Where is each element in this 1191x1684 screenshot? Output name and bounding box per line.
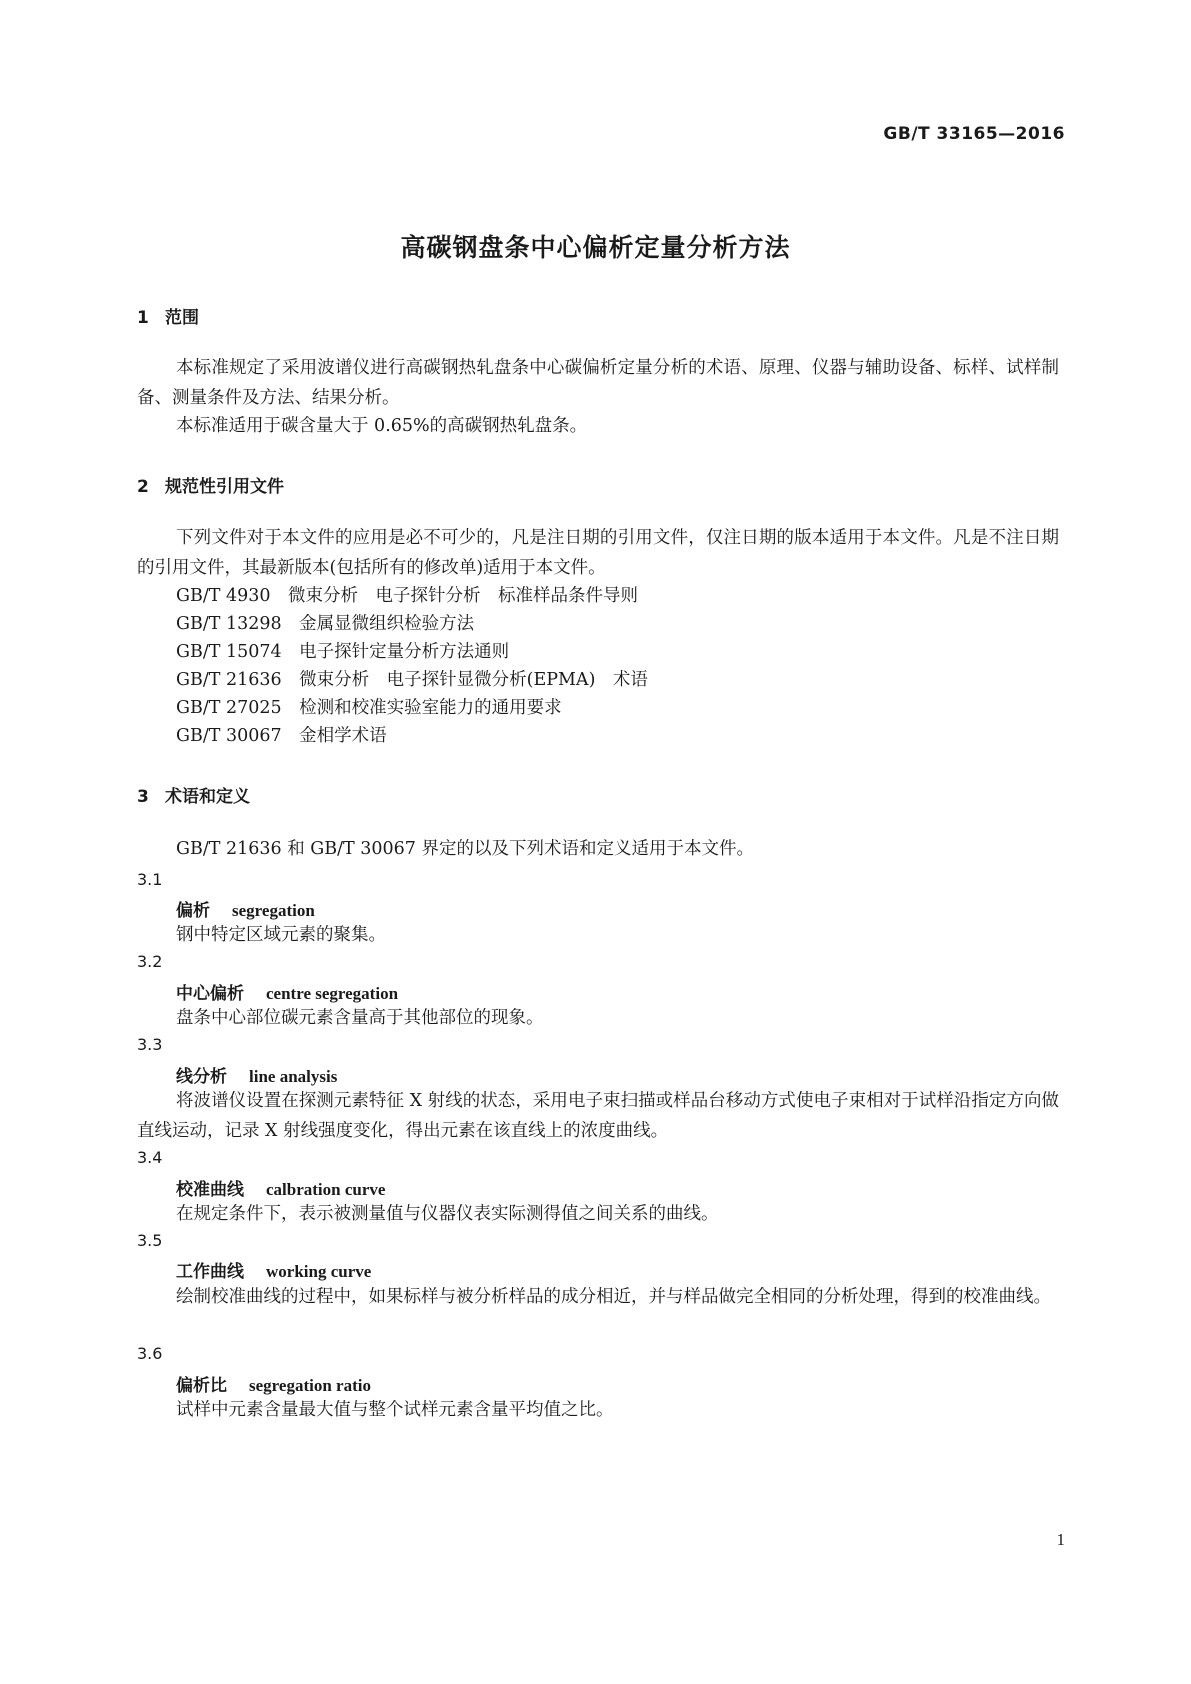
section-1-heading (137, 303, 199, 328)
term-zh: 工作曲线 (176, 1262, 244, 1282)
clause-number: 3.4 (137, 1148, 163, 1167)
term-definition: 绘制校准曲线的过程中，如果标样与被分析样品的成分相近，并与样品做完全相同的分析处理，得到的校准曲线。 (176, 1287, 1051, 1307)
clause-number: 3.3 (137, 1035, 163, 1054)
section-1-paragraph-2: 本标准适用于碳含量大于 0.65%的高碳钢热轧盘条。 (176, 416, 588, 436)
clause-number: 3.5 (137, 1231, 163, 1250)
term-zh: 校准曲线 (176, 1180, 244, 1200)
section-title: 规范性引用文件 (165, 477, 284, 497)
term-heading (176, 1371, 371, 1396)
term-zh: 偏析 (176, 901, 210, 921)
clause-number: 3.6 (137, 1344, 163, 1363)
reference-item: GB/T 15074 电子探针定量分析方法通则 (176, 642, 510, 662)
term-en: segregation (232, 901, 315, 920)
term-zh: 偏析比 (176, 1376, 227, 1396)
section-2-heading (137, 472, 284, 497)
section-number: 3 (137, 787, 149, 807)
term-en: segregation ratio (249, 1376, 371, 1395)
section-number: 2 (137, 477, 149, 497)
section-3-heading (137, 782, 250, 807)
term-definition: 在规定条件下，表示被测量值与仪器仪表实际测得值之间关系的曲线。 (176, 1204, 719, 1224)
term-zh: 线分析 (176, 1067, 227, 1087)
term-heading (176, 1062, 337, 1087)
section-3-intro: GB/T 21636 和 GB/T 30067 界定的以及下列术语和定义适用于本文件。 (176, 839, 754, 859)
reference-item: GB/T 30067 金相学术语 (176, 726, 387, 746)
section-2-intro: 下列文件对于本文件的应用是必不可少的，凡是注日期的引用文件，仅注日期的版本适用于本文件。凡是不注日期的引用文件，其最新版本(包括所有的修改单)适用于本文件。 (137, 528, 1059, 578)
term-heading (176, 896, 315, 921)
section-title: 范围 (165, 308, 199, 328)
standard-number: GB/T 33165—2016 (883, 124, 1065, 144)
term-definition: 将波谱仪设置在探测元素特征 X 射线的状态，采用电子束扫描或样品台移动方式使电子束相对于试样沿指定方向做直线运动，记录 X 射线强度变化，得出元素在该直线上的浓度曲线。 (137, 1091, 1059, 1141)
reference-item: GB/T 4930 微束分析 电子探针分析 标准样品条件导则 (176, 586, 639, 606)
term-en: line analysis (249, 1067, 338, 1086)
term-en: centre segregation (266, 984, 399, 1003)
clause-number: 3.1 (137, 870, 163, 889)
term-heading (176, 979, 398, 1004)
term-definition: 盘条中心部位碳元素含量高于其他部位的现象。 (176, 1008, 544, 1028)
term-zh: 中心偏析 (176, 984, 244, 1004)
term-heading (176, 1175, 385, 1200)
term-heading (176, 1257, 371, 1282)
page-number: 1 (1056, 1530, 1065, 1549)
term-definition: 试样中元素含量最大值与整个试样元素含量平均值之比。 (176, 1400, 614, 1420)
term-en: working curve (266, 1262, 372, 1281)
section-title: 术语和定义 (165, 787, 250, 807)
section-number: 1 (137, 308, 149, 328)
term-definition: 钢中特定区域元素的聚集。 (176, 925, 386, 945)
term-en: calbration curve (266, 1180, 386, 1199)
reference-item: GB/T 21636 微束分析 电子探针显微分析(EPMA) 术语 (176, 670, 648, 690)
section-1-paragraph-1: 本标准规定了采用波谱仪进行高碳钢热轧盘条中心碳偏析定量分析的术语、原理、仪器与辅助设备、标样、试样制备、测量条件及方法、结果分析。 (137, 358, 1059, 408)
clause-number: 3.2 (137, 952, 163, 971)
reference-item: GB/T 27025 检测和校准实验室能力的通用要求 (176, 698, 562, 718)
document-title: 高碳钢盘条中心偏析定量分析方法 (400, 233, 791, 262)
reference-item: GB/T 13298 金属显微组织检验方法 (176, 614, 475, 634)
